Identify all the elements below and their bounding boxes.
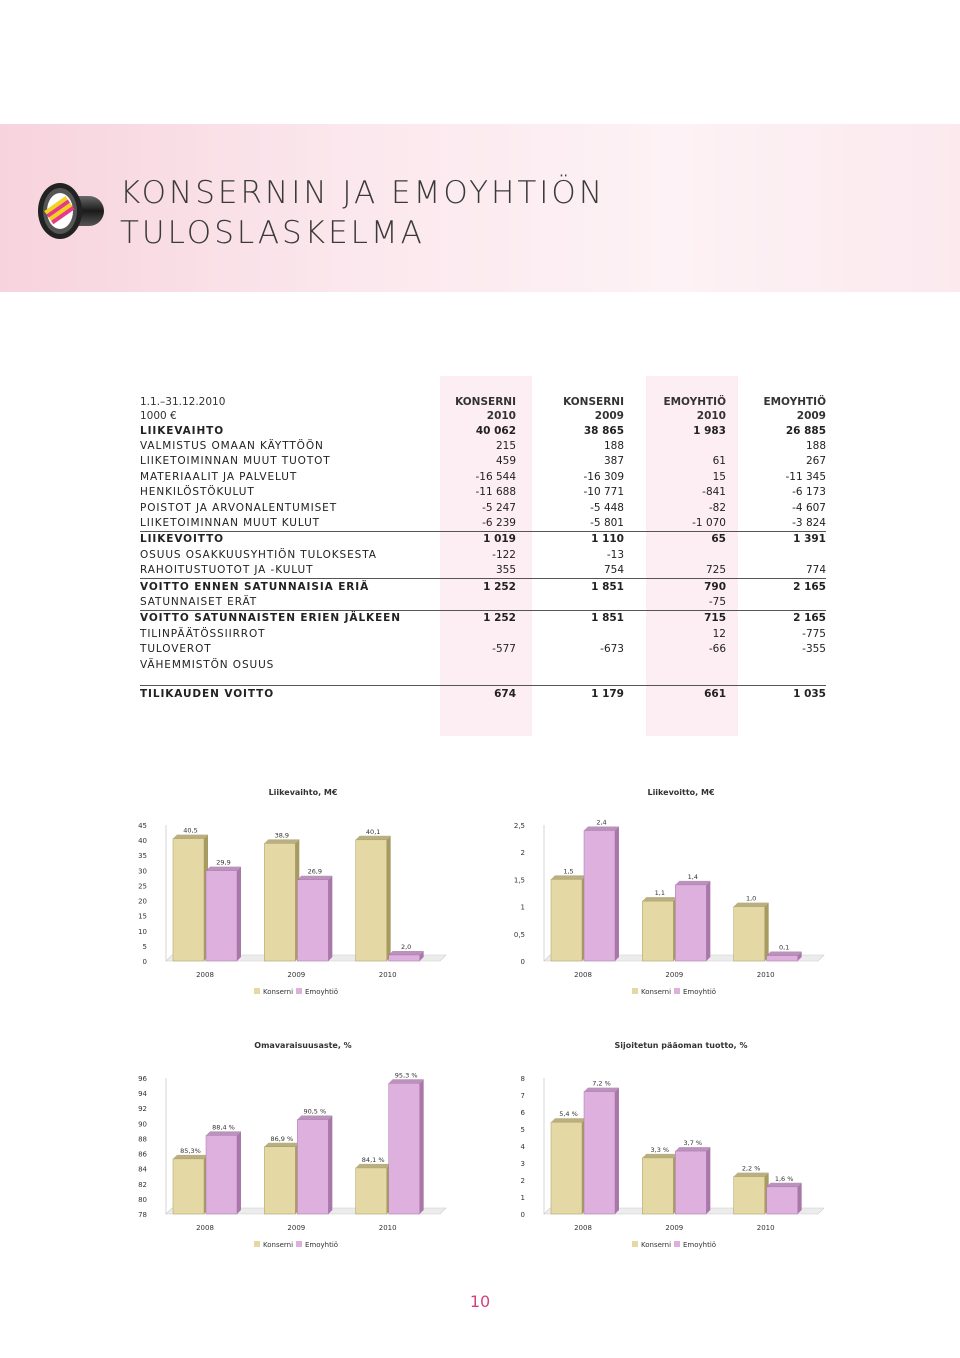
table-row xyxy=(140,578,826,594)
data-label: 95,3 % xyxy=(394,1071,418,1080)
data-label: 90,5 % xyxy=(303,1107,327,1116)
row-value: -82 xyxy=(708,501,726,514)
data-label: 86,9 % xyxy=(270,1134,294,1143)
bar-top-konserni xyxy=(356,836,391,840)
row-value xyxy=(624,438,726,453)
y-tick-label: 25 xyxy=(138,882,147,891)
title-line-1: KONSERNIN JA EMOYHTIÖN xyxy=(120,175,606,211)
row-value xyxy=(726,657,826,672)
x-tick-label: 2009 xyxy=(287,971,306,979)
row-value: 188 xyxy=(603,440,624,453)
row-value: -122 xyxy=(492,548,516,561)
chart-liikevaihto xyxy=(134,783,464,1001)
bar-side-konserni xyxy=(765,903,769,961)
header-period: 1.1.–31.12.2010 xyxy=(140,396,226,408)
row-value: -1 070 xyxy=(692,517,726,530)
y-tick-label: 78 xyxy=(138,1211,147,1219)
row-value: 15 xyxy=(712,470,726,483)
row-value xyxy=(420,594,516,610)
table-row xyxy=(140,610,826,626)
legend-label: Emoyhtiö xyxy=(683,1241,717,1249)
bar-side-emoyhtio xyxy=(328,1116,332,1214)
bar-top-konserni xyxy=(264,839,299,843)
row-label: TILIKAUDEN VOITTO xyxy=(140,686,420,702)
row-value: 1 983 xyxy=(693,424,726,437)
y-tick-label: 5 xyxy=(142,942,147,951)
bar-top-konserni xyxy=(264,1143,299,1147)
row-value: -11 345 xyxy=(785,470,826,483)
row-value: 715 xyxy=(624,610,726,626)
spacer-cell xyxy=(140,672,420,686)
row-value: -775 xyxy=(802,627,826,640)
row-label: LIIKEVOITTO xyxy=(140,531,420,547)
row-value: 661 xyxy=(624,686,726,702)
y-tick-label: 1,5 xyxy=(513,876,525,885)
y-tick-label: 88 xyxy=(138,1135,147,1144)
row-label: TULOVEROT xyxy=(140,643,212,656)
spacer-cell xyxy=(516,672,624,686)
table-body xyxy=(140,395,826,702)
row-value xyxy=(516,626,624,641)
legend-label: Emoyhtiö xyxy=(305,1241,339,1249)
row-value: 790 xyxy=(624,578,726,594)
bar-konserni xyxy=(551,879,582,961)
row-value: 38 865 xyxy=(583,424,624,437)
bar-top-emoyhtio xyxy=(767,1183,802,1187)
y-tick-label: 92 xyxy=(138,1105,147,1114)
bar-top-konserni xyxy=(551,875,586,879)
bar-emoyhtio xyxy=(675,885,706,961)
bar-side-emoyhtio xyxy=(615,1088,619,1214)
bar-side-emoyhtio xyxy=(328,876,332,961)
table-row xyxy=(140,641,826,656)
row-value: 215 xyxy=(495,440,516,453)
y-tick-label: 90 xyxy=(138,1120,147,1129)
y-tick-label: 0 xyxy=(142,958,147,966)
chart-liikevoitto xyxy=(512,783,842,1001)
data-label: 40,1 xyxy=(365,827,381,836)
row-label: VALMISTUS OMAAN KÄYTTÖÖN xyxy=(140,440,324,453)
table-row xyxy=(140,563,826,579)
bar-side-emoyhtio xyxy=(237,1131,241,1214)
row-value: -6 239 xyxy=(482,517,516,530)
row-value: -75 xyxy=(708,595,726,608)
bar-top-emoyhtio xyxy=(675,1147,710,1151)
row-label: MATERIAALIT JA PALVELUT xyxy=(140,470,298,483)
header-col-1: KONSERNI xyxy=(455,396,516,408)
bar-side-emoyhtio xyxy=(706,881,710,961)
table-row xyxy=(140,686,826,702)
y-tick-label: 1 xyxy=(520,1194,525,1202)
data-label: 2,4 xyxy=(596,818,607,827)
y-tick-label: 2 xyxy=(520,849,525,858)
spacer-cell xyxy=(726,672,826,686)
bar-top-emoyhtio xyxy=(584,826,619,830)
bar-emoyhtio xyxy=(297,1120,328,1214)
bar-top-emoyhtio xyxy=(389,1079,424,1083)
y-tick-label: 1 xyxy=(520,903,525,912)
table-row xyxy=(140,657,826,672)
row-value xyxy=(624,657,726,672)
row-value: -16 544 xyxy=(475,470,516,483)
data-label: 40,5 xyxy=(183,826,198,835)
logo-icon xyxy=(30,178,106,244)
row-value: -10 771 xyxy=(583,486,624,499)
data-label: 85,3% xyxy=(180,1146,201,1155)
data-label: 88,4 % xyxy=(212,1123,235,1132)
table-row xyxy=(140,438,826,453)
bar-emoyhtio xyxy=(206,871,237,961)
data-label: 7,2 % xyxy=(592,1079,611,1088)
row-value: -5 801 xyxy=(590,517,624,530)
y-tick-label: 35 xyxy=(138,852,147,861)
bar-emoyhtio xyxy=(389,1083,420,1214)
y-tick-label: 86 xyxy=(138,1150,147,1159)
chart-liikevaihto-svg xyxy=(134,783,464,1001)
y-tick-label: 3 xyxy=(520,1160,525,1168)
row-value: 12 xyxy=(712,627,726,640)
data-label: 1,4 xyxy=(687,872,699,881)
data-label: 38,9 xyxy=(274,831,290,840)
bar-konserni xyxy=(734,1177,765,1214)
bar-top-emoyhtio xyxy=(389,951,424,955)
income-statement-table xyxy=(140,395,826,702)
table-header-row xyxy=(140,395,826,409)
header-col-2: KONSERNI xyxy=(563,396,624,408)
chart-sijoitetun-paaoman-tuotto-svg xyxy=(512,1036,842,1254)
row-value: 61 xyxy=(712,455,726,468)
legend-label: Konserni xyxy=(263,988,294,996)
bar-top-emoyhtio xyxy=(297,876,332,880)
y-tick-label: 6 xyxy=(520,1109,525,1117)
bar-top-konserni xyxy=(173,835,208,839)
row-label: POISTOT JA ARVONALENTUMISET xyxy=(140,501,338,514)
bar-konserni xyxy=(551,1122,582,1214)
row-value: -841 xyxy=(702,486,726,499)
legend-swatch xyxy=(296,1241,302,1247)
bar-top-konserni xyxy=(642,897,677,901)
data-label: 5,4 % xyxy=(559,1110,578,1119)
data-label: 3,3 % xyxy=(650,1145,670,1154)
data-label: 1,6 % xyxy=(774,1174,794,1183)
table-header-row-2 xyxy=(140,409,826,423)
table-row xyxy=(140,531,826,547)
bar-konserni xyxy=(264,1147,295,1214)
row-value: 1 851 xyxy=(516,578,624,594)
bar-emoyhtio xyxy=(675,1151,706,1214)
chart-title: Omavaraisuusaste, % xyxy=(254,1041,352,1050)
y-tick-label: 15 xyxy=(138,912,147,921)
row-value: 459 xyxy=(495,455,516,468)
data-label: 26,9 xyxy=(307,867,323,876)
bar-side-emoyhtio xyxy=(237,867,241,961)
bar-side-konserni xyxy=(387,836,391,961)
bar-emoyhtio xyxy=(584,1092,615,1214)
data-label: 29,9 xyxy=(216,858,231,867)
row-value xyxy=(420,657,516,672)
legend-label: Konserni xyxy=(641,1241,672,1249)
bar-konserni xyxy=(642,1158,673,1214)
data-label: 1,1 xyxy=(654,889,666,898)
table-row xyxy=(140,626,826,641)
x-tick-label: 2009 xyxy=(665,1224,684,1232)
spacer-cell xyxy=(420,672,516,686)
row-label: LIIKEVAIHTO xyxy=(140,424,225,437)
row-value: -11 688 xyxy=(475,486,516,499)
bar-emoyhtio xyxy=(767,1187,798,1214)
bar-emoyhtio xyxy=(767,956,798,961)
table-row xyxy=(140,469,826,484)
y-tick-label: 2,5 xyxy=(513,822,525,830)
chart-omavaraisuusaste-svg xyxy=(134,1036,464,1254)
row-value: 754 xyxy=(603,564,624,577)
bar-konserni xyxy=(734,907,765,961)
data-label: 2,0 xyxy=(400,942,412,951)
y-tick-label: 96 xyxy=(138,1075,147,1083)
table-row xyxy=(140,485,826,500)
row-label: VÄHEMMISTÖN OSUUS xyxy=(140,658,275,671)
legend-swatch xyxy=(632,988,638,994)
y-tick-label: 0 xyxy=(520,958,525,966)
bar-konserni xyxy=(173,839,204,961)
y-tick-label: 2 xyxy=(520,1177,525,1185)
row-label: LIIKETOIMINNAN MUUT TUOTOT xyxy=(140,455,331,468)
bar-top-konserni xyxy=(551,1118,586,1122)
row-value: 267 xyxy=(805,455,826,468)
row-value: 1 851 xyxy=(516,610,624,626)
y-tick-label: 8 xyxy=(520,1075,525,1083)
bar-top-konserni xyxy=(734,1173,769,1177)
row-value: -5 247 xyxy=(482,501,516,514)
row-value: 2 165 xyxy=(726,578,826,594)
bar-emoyhtio xyxy=(206,1135,237,1214)
chart-omavaraisuusaste xyxy=(134,1036,464,1254)
x-tick-label: 2008 xyxy=(574,1224,592,1232)
table-row xyxy=(140,454,826,469)
bar-konserni xyxy=(356,1168,387,1214)
legend-swatch xyxy=(674,988,680,994)
y-tick-label: 5 xyxy=(520,1126,525,1134)
x-tick-label: 2008 xyxy=(574,971,592,979)
y-tick-label: 4 xyxy=(520,1143,525,1151)
row-value: -4 607 xyxy=(792,501,826,514)
row-value: -3 824 xyxy=(792,517,826,530)
row-value xyxy=(726,594,826,610)
y-tick-label: 45 xyxy=(138,822,147,830)
legend-label: Konserni xyxy=(263,1241,294,1249)
row-value: 40 062 xyxy=(475,424,516,437)
y-tick-label: 10 xyxy=(138,927,147,936)
row-value: -13 xyxy=(606,548,624,561)
bar-top-emoyhtio xyxy=(206,867,241,871)
bar-top-konserni xyxy=(173,1155,208,1159)
row-value: -577 xyxy=(492,643,516,656)
data-label: 1,5 xyxy=(563,867,574,876)
row-value: 355 xyxy=(495,564,516,577)
row-value: 725 xyxy=(705,564,726,577)
page-number: 10 xyxy=(469,1292,491,1311)
header-year-1: 2010 xyxy=(486,410,516,422)
legend-label: Emoyhtiö xyxy=(683,988,717,996)
legend-swatch xyxy=(296,988,302,994)
y-tick-label: 0,5 xyxy=(513,930,525,939)
bar-top-emoyhtio xyxy=(675,881,710,885)
table-row xyxy=(140,515,826,531)
chart-title: Sijoitetun pääoman tuotto, % xyxy=(614,1041,748,1050)
row-label: OSUUS OSAKKUUSYHTIÖN TULOKSESTA xyxy=(140,548,377,561)
bar-konserni xyxy=(356,840,387,961)
legend-label: Konserni xyxy=(641,988,672,996)
header-col-4: EMOYHTIÖ xyxy=(763,396,826,408)
row-value: 1 179 xyxy=(516,686,624,702)
row-value: 1 391 xyxy=(726,531,826,547)
row-value: 1 110 xyxy=(516,531,624,547)
bar-konserni xyxy=(173,1159,204,1214)
header-year-2: 2009 xyxy=(594,410,624,422)
bar-top-emoyhtio xyxy=(297,1116,332,1120)
chart-title: Liikevaihto, M€ xyxy=(268,788,338,797)
y-tick-label: 30 xyxy=(138,867,147,876)
row-value: -673 xyxy=(600,643,624,656)
bar-konserni xyxy=(264,843,295,961)
spacer-cell xyxy=(624,672,726,686)
bar-side-emoyhtio xyxy=(420,1079,424,1214)
legend-label: Emoyhtiö xyxy=(305,988,339,996)
row-label: VOITTO SATUNNAISTEN ERIEN JÄLKEEN xyxy=(140,610,420,626)
row-value: -5 448 xyxy=(590,501,624,514)
bar-side-emoyhtio xyxy=(615,826,619,961)
bar-emoyhtio xyxy=(584,830,615,961)
x-tick-label: 2008 xyxy=(196,1224,214,1232)
row-value xyxy=(624,547,726,562)
bar-top-emoyhtio xyxy=(584,1088,619,1092)
table-row xyxy=(140,423,826,438)
table-row xyxy=(140,594,826,610)
row-value: 674 xyxy=(420,686,516,702)
y-tick-label: 40 xyxy=(138,837,147,846)
bar-top-emoyhtio xyxy=(767,952,802,956)
row-value xyxy=(516,594,624,610)
bar-konserni xyxy=(642,901,673,961)
chart-liikevoitto-svg xyxy=(512,783,842,1001)
x-tick-label: 2008 xyxy=(196,971,214,979)
bar-emoyhtio xyxy=(389,955,420,961)
x-tick-label: 2010 xyxy=(756,1224,775,1232)
y-tick-label: 94 xyxy=(138,1090,147,1099)
row-value xyxy=(516,657,624,672)
row-label: SATUNNAISET ERÄT xyxy=(140,595,258,608)
x-tick-label: 2010 xyxy=(378,971,397,979)
bar-top-konserni xyxy=(734,903,769,907)
y-tick-label: 82 xyxy=(138,1180,147,1189)
row-label: LIIKETOIMINNAN MUUT KULUT xyxy=(140,517,320,530)
row-value: 2 165 xyxy=(726,610,826,626)
row-label: VOITTO ENNEN SATUNNAISIA ERIÄ xyxy=(140,578,420,594)
row-value: 1 252 xyxy=(420,578,516,594)
row-value: 65 xyxy=(624,531,726,547)
row-label: TILINPÄÄTÖSSIIRROT xyxy=(140,627,266,640)
row-value: 26 885 xyxy=(785,424,826,437)
legend-swatch xyxy=(674,1241,680,1247)
x-tick-label: 2009 xyxy=(665,971,684,979)
row-label: RAHOITUSTUOTOT JA -KULUT xyxy=(140,564,314,577)
x-tick-label: 2010 xyxy=(378,1224,397,1232)
table-row xyxy=(140,500,826,515)
row-label: HENKILÖSTÖKULUT xyxy=(140,486,255,499)
bar-emoyhtio xyxy=(297,880,328,961)
y-tick-label: 20 xyxy=(138,897,147,906)
data-label: 1,0 xyxy=(745,894,757,903)
data-label: 84,1 % xyxy=(361,1155,385,1164)
row-value: -6 173 xyxy=(792,486,826,499)
legend-swatch xyxy=(632,1241,638,1247)
bar-top-konserni xyxy=(642,1154,677,1158)
data-label: 3,7 % xyxy=(683,1139,703,1148)
x-tick-label: 2010 xyxy=(756,971,775,979)
table-row xyxy=(140,547,826,562)
row-value: -355 xyxy=(802,643,826,656)
header-year-3: 2010 xyxy=(696,410,726,422)
bar-side-emoyhtio xyxy=(798,1183,802,1214)
y-tick-label: 84 xyxy=(138,1165,147,1174)
row-value xyxy=(726,547,826,562)
row-value: 1 019 xyxy=(420,531,516,547)
y-tick-label: 0 xyxy=(520,1211,525,1219)
bar-side-emoyhtio xyxy=(706,1147,710,1214)
bar-top-emoyhtio xyxy=(206,1131,241,1135)
page-title xyxy=(120,173,605,253)
header-year-4: 2009 xyxy=(796,410,826,422)
header-unit: 1000 € xyxy=(140,410,177,422)
chart-title: Liikevoitto, M€ xyxy=(647,788,715,797)
legend-swatch xyxy=(254,1241,260,1247)
y-tick-label: 7 xyxy=(520,1092,525,1100)
chart-sijoitetun-paaoman-tuotto xyxy=(512,1036,842,1254)
title-line-2: TULOSLASKELMA xyxy=(120,215,425,251)
legend-swatch xyxy=(254,988,260,994)
data-label: 2,2 % xyxy=(741,1164,761,1173)
row-value: 387 xyxy=(603,455,624,468)
data-label: 0,1 xyxy=(778,943,790,952)
row-value: -66 xyxy=(708,643,726,656)
header-col-3: EMOYHTIÖ xyxy=(663,396,726,408)
row-value: -16 309 xyxy=(583,470,624,483)
y-tick-label: 80 xyxy=(138,1195,147,1204)
row-value: 774 xyxy=(805,564,826,577)
row-value xyxy=(420,626,516,641)
row-value: 1 035 xyxy=(726,686,826,702)
bar-top-konserni xyxy=(356,1164,391,1168)
row-value: 1 252 xyxy=(420,610,516,626)
table-spacer xyxy=(140,672,826,686)
row-value: 188 xyxy=(805,440,826,453)
x-tick-label: 2009 xyxy=(287,1224,306,1232)
